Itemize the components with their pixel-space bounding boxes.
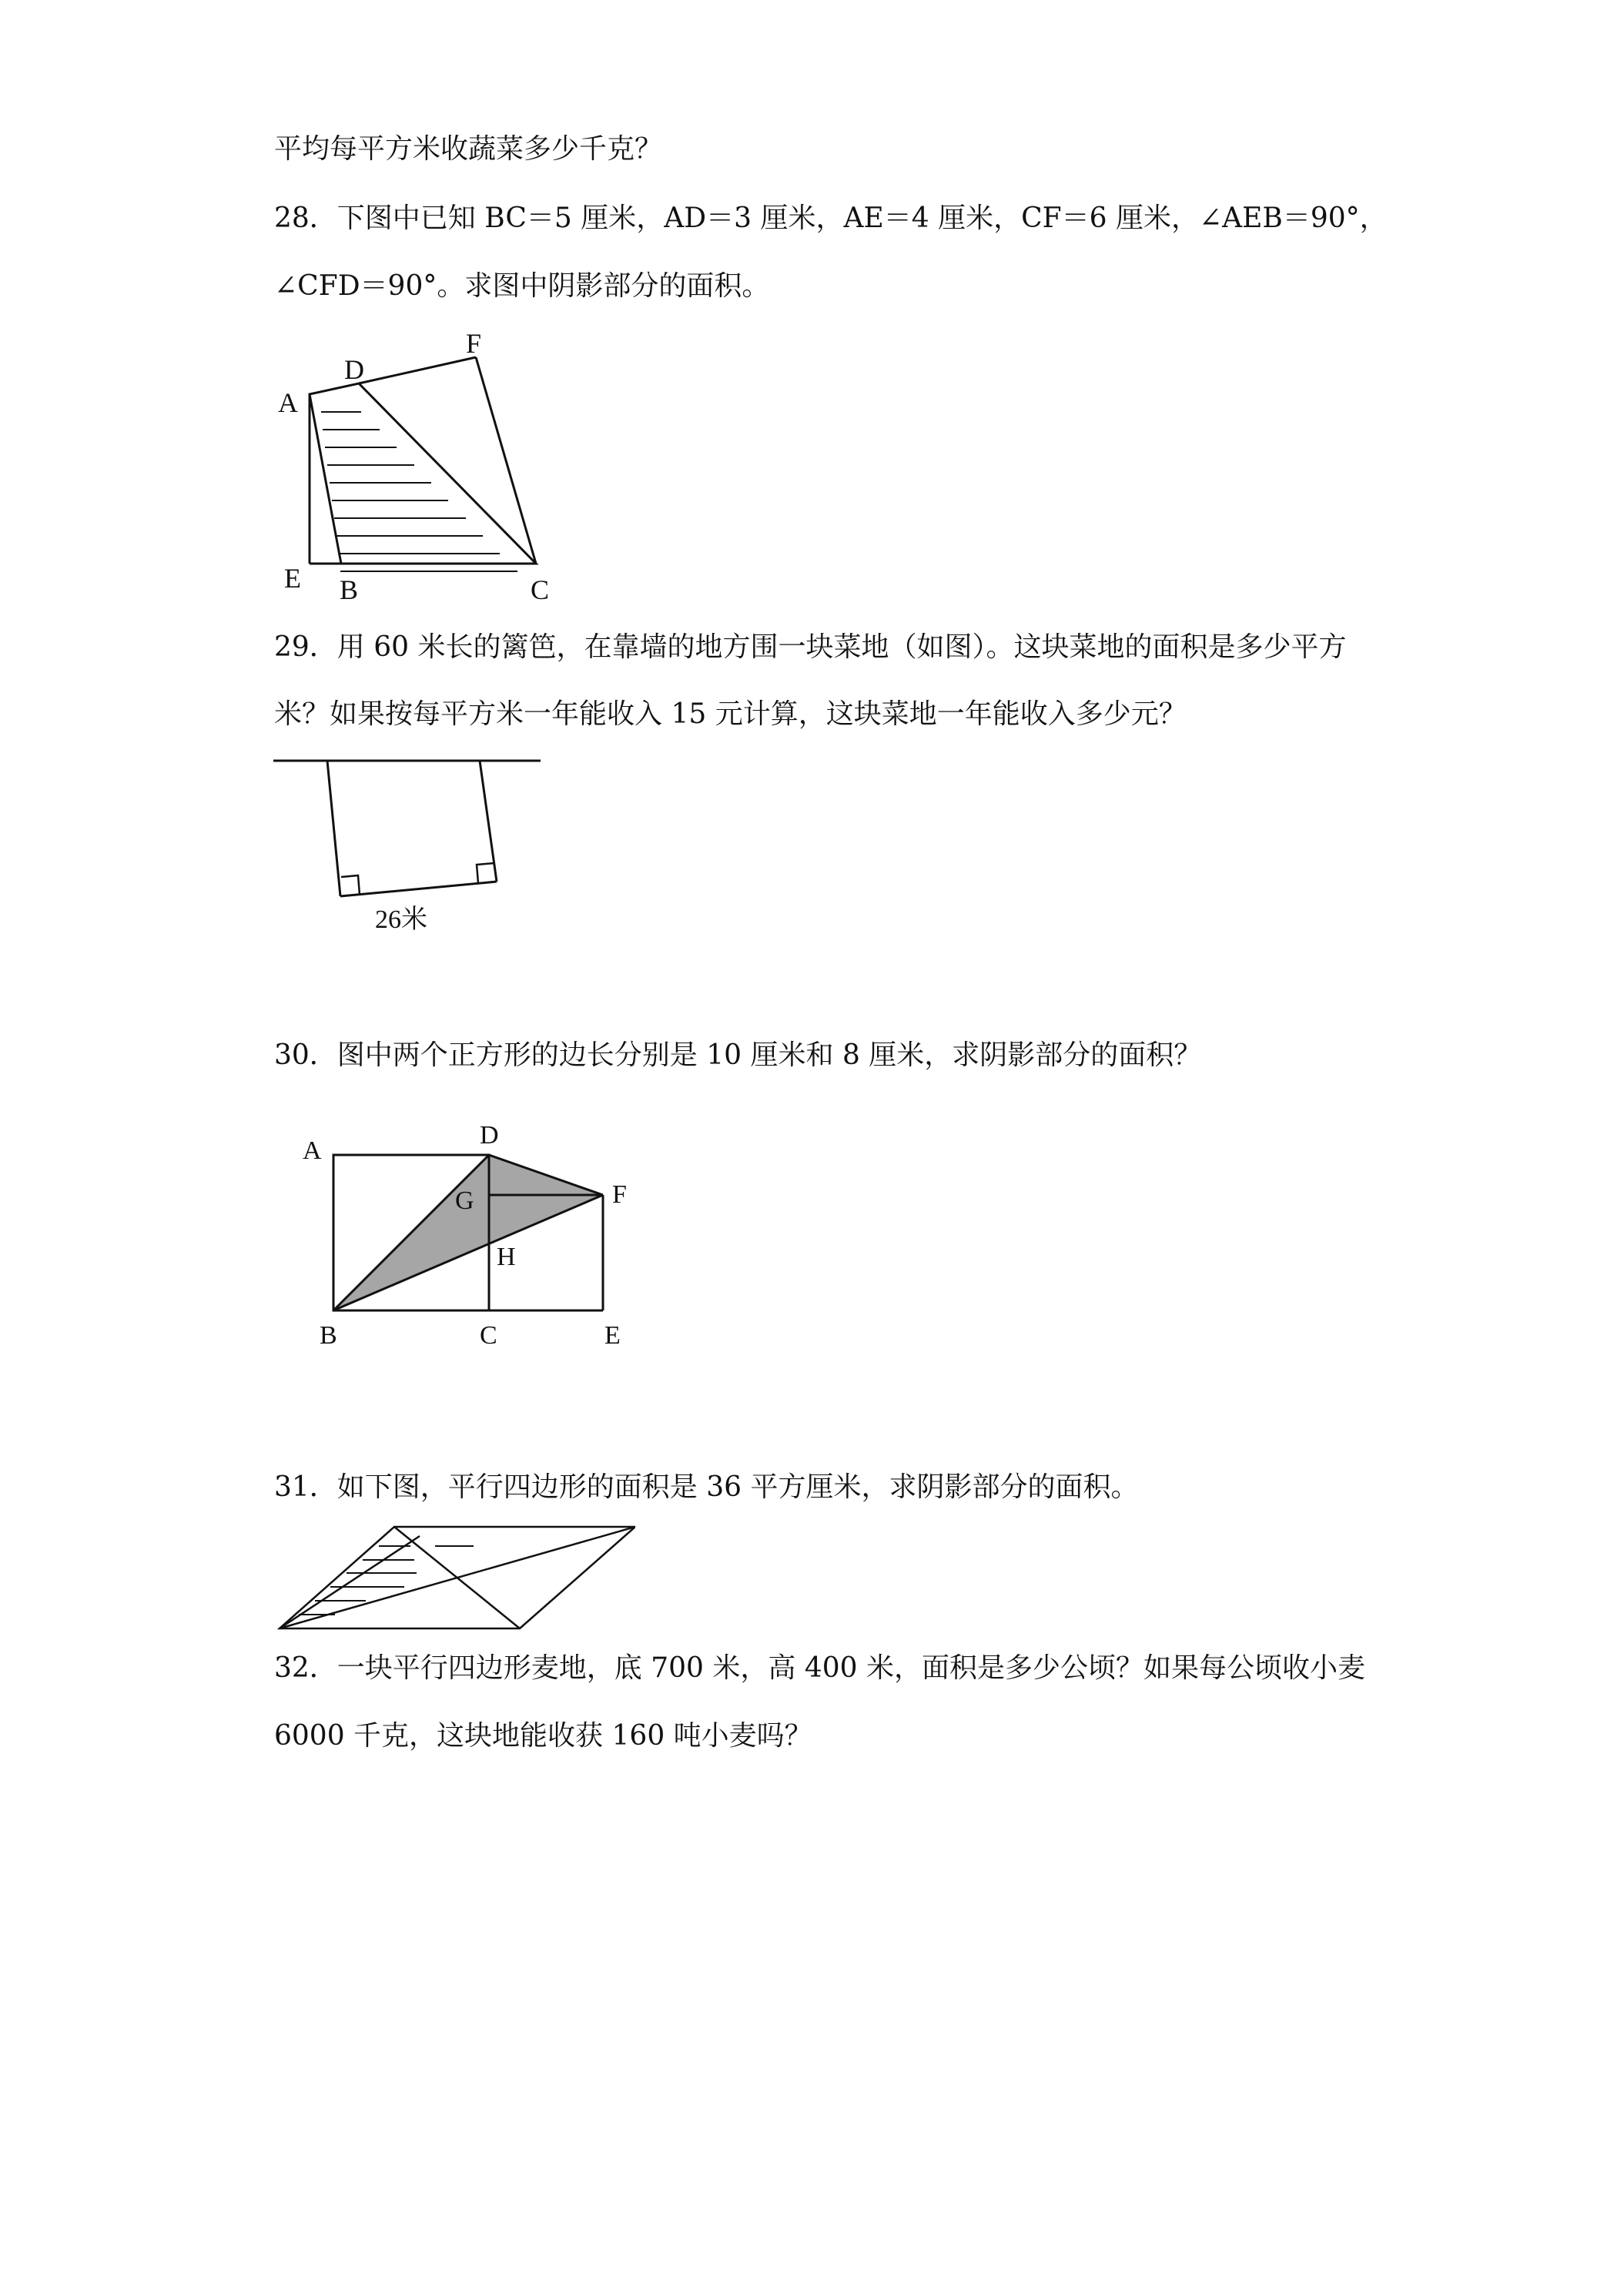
- q28-label-E: E: [284, 563, 301, 594]
- q29-right-angle-right: [477, 863, 494, 883]
- q30-label-C: C: [480, 1321, 497, 1350]
- q31-figure: [273, 1521, 635, 1636]
- q29-figure: [273, 751, 551, 935]
- q28-label-D: D: [344, 354, 364, 385]
- q32-text-line1: 32．一块平行四边形麦地，底 700 米，高 400 米，面积是多少公顷？如果每公顷收小麦: [274, 1652, 1366, 1684]
- q30-figure: [289, 1109, 643, 1355]
- q30-label-D: D: [480, 1121, 499, 1150]
- q28-label-B: B: [340, 574, 359, 605]
- q30-label-F: F: [612, 1180, 627, 1209]
- q30-label-H: H: [497, 1243, 516, 1271]
- q28-hatching: [321, 412, 517, 571]
- q29-text-line1: 29．用 60 米长的篱笆，在靠墙的地方围一块菜地（如图）。这块菜地的面积是多少平方: [274, 631, 1347, 663]
- q30-shaded-region: [333, 1155, 603, 1310]
- q28-text-line2: ∠CFD＝90°。求图中阴影部分的面积。: [274, 270, 770, 302]
- q30-text-line1: 30．图中两个正方形的边长分别是 10 厘米和 8 厘米，求阴影部分的面积？: [274, 1039, 1202, 1071]
- q28-label-F: F: [466, 328, 482, 359]
- q31-text-line1: 31．如下图，平行四边形的面积是 36 平方厘米，求阴影部分的面积。: [274, 1471, 1139, 1503]
- q28-text-line1: 28．下图中已知 BC＝5 厘米，AD＝3 厘米，AE＝4 厘米，CF＝6 厘米，∠AEB＝90°，: [274, 202, 1388, 234]
- q30-label-G: G: [455, 1186, 474, 1215]
- q30-label-B: B: [320, 1321, 337, 1350]
- q28-label-A: A: [278, 387, 298, 418]
- q29-right-angle-left: [341, 875, 360, 895]
- q28-label-C: C: [531, 574, 550, 605]
- q30-label-E: E: [604, 1321, 621, 1350]
- q27-text-line2: 平均每平方米收蔬菜多少千克？: [274, 133, 663, 165]
- q32-text-line2: 6000 千克，这块地能收获 160 吨小麦吗？: [274, 1720, 812, 1752]
- q29-text-line2: 米？如果按每平方米一年能收入 15 元计算，这块菜地一年能收入多少元？: [274, 698, 1187, 730]
- q29-dimension-label: 26米: [375, 905, 427, 934]
- q30-label-A: A: [303, 1136, 322, 1165]
- q28-figure: [273, 323, 581, 608]
